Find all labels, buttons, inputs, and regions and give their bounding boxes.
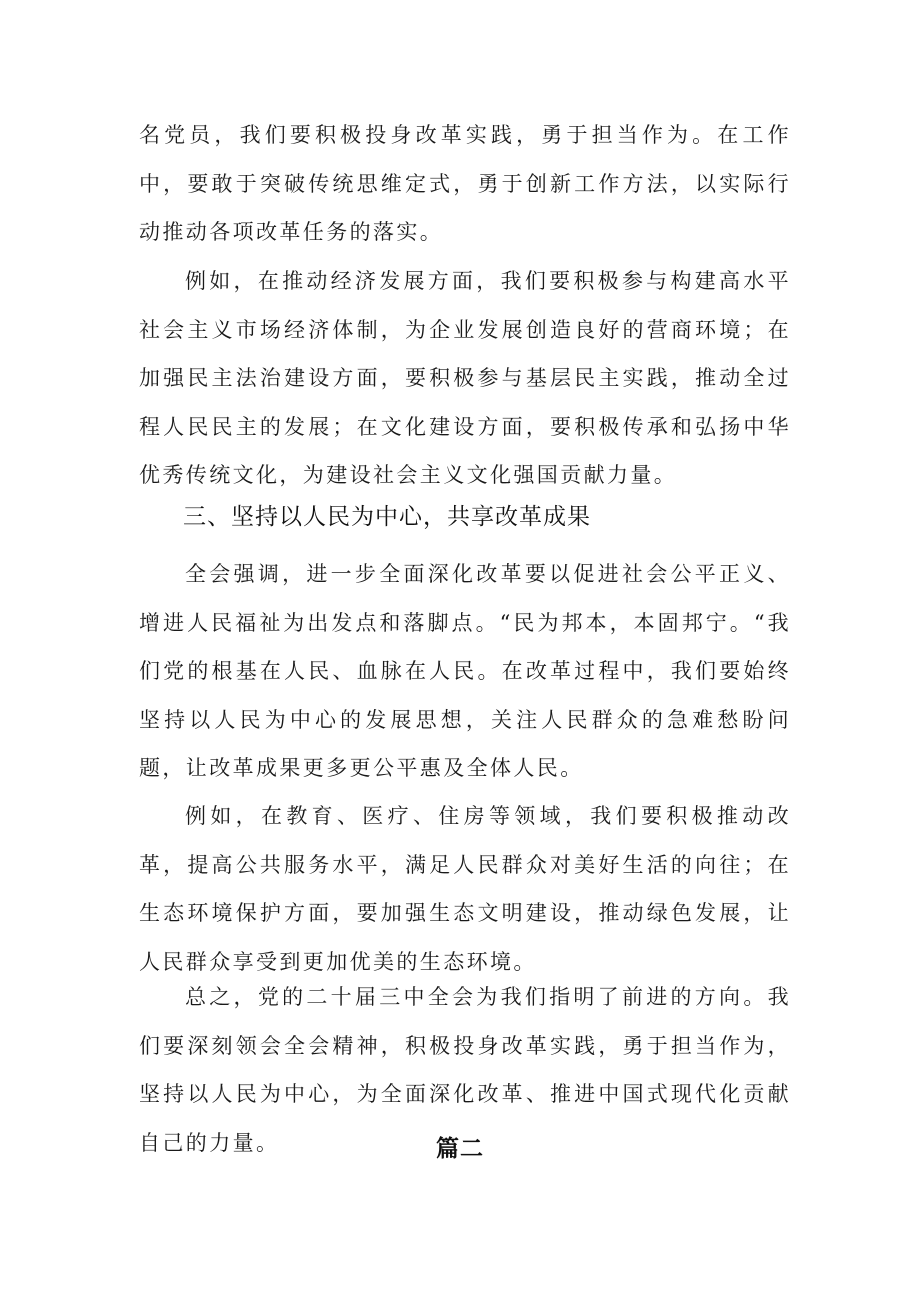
body-paragraph: 例如，在推动经济发展方面，我们要积极参与构建高水平社会主义市场经济体制，为企业发展创造良好的营商环境；在加强民主法治建设方面，要积极参与基层民主实践，推动全过程人民民主的发展；在文化建设方面，要积极传承和弘扬中华优秀传统文化，为建设社会主义文化强国贡献力量。 [139,269,791,487]
body-paragraph: 全会强调，进一步全面深化改革要以促进社会公平正义、增进人民福祉为出发点和落脚点。“民为邦本，本固邦宁。“我们党的根基在人民、血脉在人民。在改革过程中，我们要始终坚持以人民为中心的发展思想，关注人民群众的急难愁盼问题，让改革成果更多更公平惠及全体人民。 [139,562,791,780]
body-paragraph: 名党员，我们要积极投身改革实践，勇于担当作为。在工作中，要敢于突破传统思维定式，勇于创新工作方法，以实际行动推动各项改革任务的落实。 [139,123,791,244]
section-heading: 三、坚持以人民为中心，共享改革成果 [183,504,591,530]
body-paragraph: 总之，党的二十届三中全会为我们指明了前进的方向。我们要深刻领会全会精神，积极投身改革实践，勇于担当作为，坚持以人民为中心，为全面深化改革、推进中国式现代化贡献自己的力量。 [139,985,791,1155]
part-title: 篇二 [436,1136,484,1162]
body-paragraph: 例如，在教育、医疗、住房等领域，我们要积极推动改革，提高公共服务水平，满足人民群众对美好生活的向往；在生态环境保护方面，要加强生态文明建设，推动绿色发展，让人民群众享受到更加优美的生态环境。 [139,804,791,974]
